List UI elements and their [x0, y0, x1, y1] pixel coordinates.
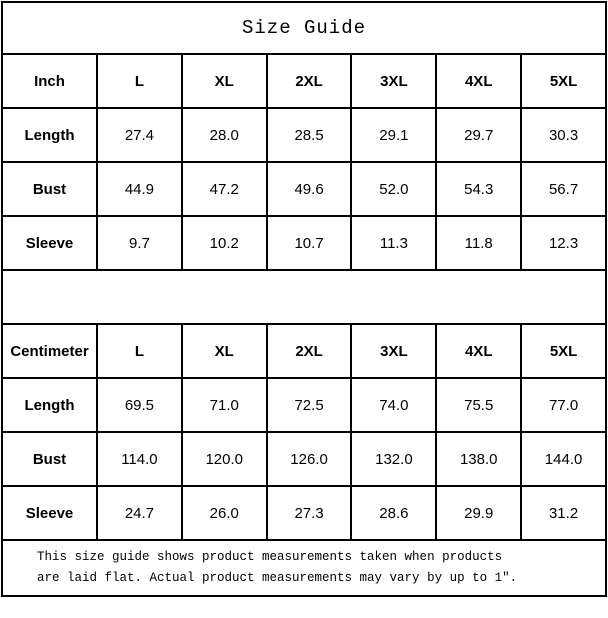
value-cell: 28.6	[351, 486, 436, 540]
inch-size-header-xl: XL	[182, 54, 267, 108]
footer-note-line-1: This size guide shows product measurements taken when products	[37, 550, 503, 564]
value-cell: 30.3	[521, 108, 606, 162]
cm-size-header-l: L	[97, 324, 182, 378]
size-guide	[1, 1, 607, 597]
value-cell: 56.7	[521, 162, 606, 216]
row-label-sleeve: Sleeve	[2, 486, 97, 540]
value-cell: 72.5	[267, 378, 352, 432]
value-cell: 75.5	[436, 378, 521, 432]
page-title: Size Guide	[2, 2, 606, 54]
cm-unit-header: Centimeter	[2, 324, 97, 378]
value-cell: 144.0	[521, 432, 606, 486]
footer-note	[2, 540, 606, 596]
footer-note-line-2: are laid flat. Actual product measurements may vary by up to 1″.	[37, 571, 518, 585]
title-row	[2, 2, 606, 54]
value-cell: 77.0	[521, 378, 606, 432]
value-cell: 28.0	[182, 108, 267, 162]
value-cell: 114.0	[97, 432, 182, 486]
value-cell: 26.0	[182, 486, 267, 540]
value-cell: 9.7	[97, 216, 182, 270]
cm-bust-row	[2, 432, 606, 486]
value-cell: 11.8	[436, 216, 521, 270]
inch-unit-header: Inch	[2, 54, 97, 108]
value-cell: 10.2	[182, 216, 267, 270]
inch-header-row	[2, 54, 606, 108]
inch-size-header-l: L	[97, 54, 182, 108]
value-cell: 54.3	[436, 162, 521, 216]
value-cell: 71.0	[182, 378, 267, 432]
value-cell: 49.6	[267, 162, 352, 216]
spacer-cell	[2, 270, 606, 324]
inch-bust-row	[2, 162, 606, 216]
value-cell: 29.7	[436, 108, 521, 162]
row-label-bust: Bust	[2, 432, 97, 486]
value-cell: 28.5	[267, 108, 352, 162]
value-cell: 52.0	[351, 162, 436, 216]
value-cell: 132.0	[351, 432, 436, 486]
row-label-length: Length	[2, 378, 97, 432]
value-cell: 69.5	[97, 378, 182, 432]
value-cell: 29.9	[436, 486, 521, 540]
value-cell: 24.7	[97, 486, 182, 540]
cm-size-header-2xl: 2XL	[267, 324, 352, 378]
row-label-bust: Bust	[2, 162, 97, 216]
cm-size-header-3xl: 3XL	[351, 324, 436, 378]
cm-length-row	[2, 378, 606, 432]
inch-sleeve-row	[2, 216, 606, 270]
spacer-row	[2, 270, 606, 324]
value-cell: 120.0	[182, 432, 267, 486]
value-cell: 29.1	[351, 108, 436, 162]
inch-size-header-2xl: 2XL	[267, 54, 352, 108]
value-cell: 126.0	[267, 432, 352, 486]
cm-sleeve-row	[2, 486, 606, 540]
value-cell: 138.0	[436, 432, 521, 486]
row-label-length: Length	[2, 108, 97, 162]
size-guide-table	[1, 1, 607, 597]
inch-size-header-5xl: 5XL	[521, 54, 606, 108]
value-cell: 11.3	[351, 216, 436, 270]
inch-size-header-4xl: 4XL	[436, 54, 521, 108]
value-cell: 27.4	[97, 108, 182, 162]
inch-size-header-3xl: 3XL	[351, 54, 436, 108]
value-cell: 12.3	[521, 216, 606, 270]
value-cell: 10.7	[267, 216, 352, 270]
cm-header-row	[2, 324, 606, 378]
value-cell: 47.2	[182, 162, 267, 216]
value-cell: 74.0	[351, 378, 436, 432]
value-cell: 44.9	[97, 162, 182, 216]
cm-size-header-xl: XL	[182, 324, 267, 378]
row-label-sleeve: Sleeve	[2, 216, 97, 270]
inch-length-row	[2, 108, 606, 162]
cm-size-header-5xl: 5XL	[521, 324, 606, 378]
value-cell: 31.2	[521, 486, 606, 540]
footer-row	[2, 540, 606, 596]
cm-size-header-4xl: 4XL	[436, 324, 521, 378]
value-cell: 27.3	[267, 486, 352, 540]
